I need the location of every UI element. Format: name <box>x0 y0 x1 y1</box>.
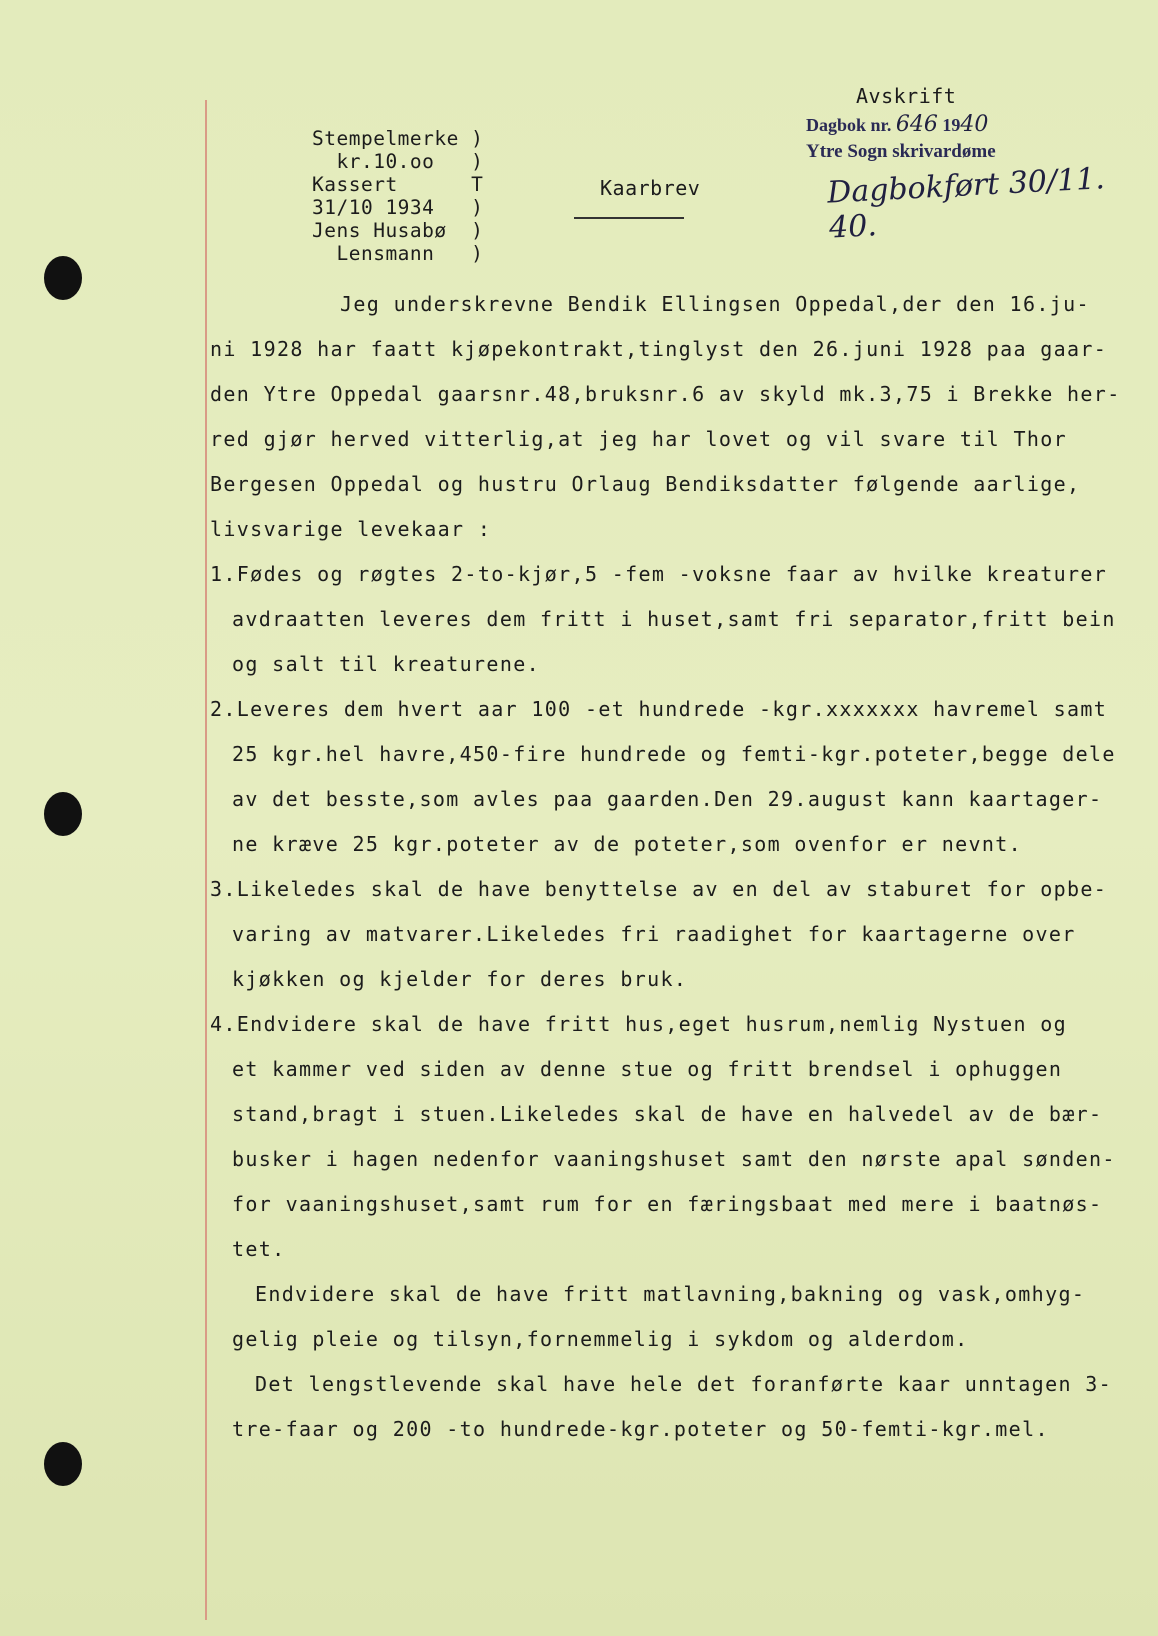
text-line: og salt til kreaturene. <box>232 652 540 676</box>
text-line: et kammer ved siden av denne stue og fritt brendsel i ophuggen <box>232 1057 1063 1081</box>
stamp-line: 31/10 1934 ) <box>312 196 484 219</box>
text-line: gelig pleie og tilsyn,fornemmelig i sykdom og alderdom. <box>232 1327 969 1351</box>
text-line: varing av matvarer.Likeledes fri raadighet for kaartagerne over <box>232 922 1076 946</box>
registration-header <box>806 84 996 163</box>
punch-hole <box>44 256 82 300</box>
stamp-line: Lensmann ) <box>312 242 484 265</box>
dagbok-year: 40 <box>960 112 989 137</box>
text-line: 4.Endvidere skal de have fritt hus,eget husrum,nemlig Nystuen og <box>210 1012 1068 1036</box>
text-line: Endvidere skal de have fritt matlavning,bakning og vask,omhyg- <box>255 1282 1086 1306</box>
stamp-line: kr.10.oo ) <box>312 150 484 173</box>
text-line: av det besste,som avles paa gaarden.Den 29.august kann kaartager- <box>232 787 1103 811</box>
stamp-line: Stempelmerke ) <box>312 127 484 150</box>
text-line: den Ytre Oppedal gaarsnr.48,bruksnr.6 av skyld mk.3,75 i Brekke her- <box>210 382 1121 406</box>
text-line: livsvarige levekaar : <box>210 517 492 541</box>
text-line: tet. <box>232 1237 286 1261</box>
punch-hole <box>44 792 82 836</box>
text-line: Det lengstlevende skal have hele det foranførte kaar unntagen 3- <box>255 1372 1113 1396</box>
text-line: 1.Fødes og røgtes 2-to-kjør,5 -fem -voksne faar av hvilke kreaturer <box>210 562 1108 586</box>
text-line: kjøkken og kjelder for deres bruk. <box>232 967 688 991</box>
text-line: red gjør herved vitterlig,at jeg har lovet og vil svare til Thor <box>210 427 1068 451</box>
text-line: Jeg underskrevne Bendik Ellingsen Oppedal,der den 16.ju- <box>340 292 1090 316</box>
dagbok-stamp <box>806 112 996 137</box>
dagbok-number: 646 <box>895 112 938 137</box>
stamp-line: Jens Husabø ) <box>312 219 484 242</box>
text-line: busker i hagen nedenfor vaaningshuset samt den nørste apal sønden- <box>232 1147 1116 1171</box>
text-line: ni 1928 har faatt kjøpekontrakt,tinglyst den 26.juni 1928 paa gaar- <box>210 337 1108 361</box>
text-line: 25 kgr.hel havre,450-fire hundrede og femti-kgr.poteter,begge dele <box>232 742 1116 766</box>
dagbok-year-prefix: 19 <box>942 115 961 135</box>
stamp-note <box>312 127 532 265</box>
text-line: tre-faar og 200 -to hundrede-kgr.poteter og 50-femti-kgr.mel. <box>232 1417 1049 1441</box>
text-line: 2.Leveres dem hvert aar 100 -et hundrede -kgr.xxxxxxx havremel samt <box>210 697 1108 721</box>
stamp-line: Kassert T <box>312 173 484 196</box>
document-type-title: Kaarbrev <box>600 176 701 200</box>
margin-rule <box>205 100 207 1620</box>
text-line: ne kræve 25 kgr.poteter av de poteter,som ovenfor er nevnt. <box>232 832 1023 856</box>
text-line: 3.Likeledes skal de have benyttelse av en del av staburet for opbe- <box>210 877 1108 901</box>
text-line: avdraatten leveres dem fritt i huset,samt fri separator,fritt bein <box>232 607 1116 631</box>
document-body <box>210 282 1140 1452</box>
text-line: Bergesen Oppedal og hustru Orlaug Bendiksdatter følgende aarlige, <box>210 472 1081 496</box>
punch-hole <box>44 1442 82 1486</box>
dagbok-prefix: Dagbok nr. <box>806 115 892 135</box>
office-stamp: Ytre Sogn skrivardøme <box>806 141 996 162</box>
text-line: for vaaningshuset,samt rum for en færingsbaat med mere i baatnøs- <box>232 1192 1103 1216</box>
avskrift-label: Avskrift <box>856 84 957 108</box>
handwritten-registration-note: Dagbokført 30/11. 40. <box>826 161 1106 246</box>
title-underline <box>574 217 684 219</box>
text-line: stand,bragt i stuen.Likeledes skal de have en halvedel av de bær- <box>232 1102 1103 1126</box>
